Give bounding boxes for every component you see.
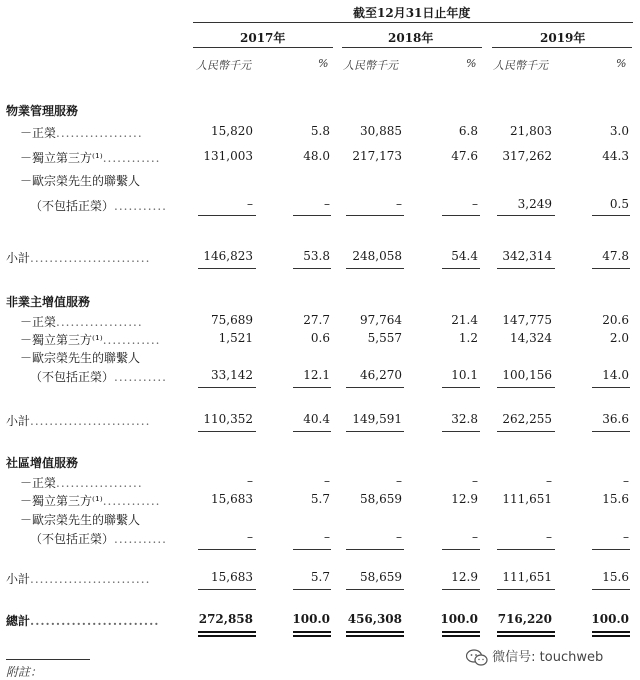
cell: – xyxy=(623,474,629,488)
cell: 3,249 xyxy=(517,197,552,211)
year-2017: 2017年 xyxy=(240,31,286,45)
cell: – xyxy=(396,197,402,211)
cell: 12.1 xyxy=(303,368,330,382)
row-label: －歐宗榮先生的聯繫人 xyxy=(20,174,141,188)
cell: 53.8 xyxy=(303,249,330,263)
cell: 100.0 xyxy=(292,612,330,626)
unit-pct-2017: % xyxy=(318,57,329,70)
cell: 54.4 xyxy=(451,249,478,263)
cell: 21.4 xyxy=(451,313,478,327)
footnote-label: 附註： xyxy=(6,665,43,679)
row-label: 小計......................... xyxy=(6,251,151,265)
year-2019: 2019年 xyxy=(540,31,586,45)
section-title-property-mgmt: 物業管理服務 xyxy=(6,104,79,118)
cell: 317,262 xyxy=(502,149,552,163)
row-label: 小計......................... xyxy=(6,414,151,428)
cell: 20.6 xyxy=(602,313,629,327)
cell: 15,683 xyxy=(211,492,253,506)
cell: 33,142 xyxy=(211,368,253,382)
row-label: －正榮.................. xyxy=(20,315,143,329)
cell: 2.0 xyxy=(609,331,629,345)
cell: 12.9 xyxy=(451,570,478,584)
cell: – xyxy=(247,530,253,544)
cell: 149,591 xyxy=(352,412,402,426)
cell: 5.8 xyxy=(310,124,330,138)
section-title-community: 社區增值服務 xyxy=(6,456,79,470)
cell: 5.7 xyxy=(310,570,330,584)
watermark-text: 微信号: touchweb xyxy=(492,650,604,665)
cell: – xyxy=(247,197,253,211)
unit-pct-2018: % xyxy=(466,57,477,70)
row-label: （不包括正榮）........... xyxy=(30,199,167,213)
cell: 1,521 xyxy=(218,331,253,345)
row-label: 總計......................... xyxy=(6,614,160,628)
cell: 111,651 xyxy=(502,570,552,584)
period-header: 截至12月31日止年度 xyxy=(353,6,471,20)
cell: 97,764 xyxy=(360,313,402,327)
cell: 36.6 xyxy=(602,412,629,426)
unit-rmb-2019: 人民幣千元 xyxy=(493,59,548,72)
cell: 131,003 xyxy=(203,149,253,163)
cell: – xyxy=(546,530,552,544)
cell: 46,270 xyxy=(360,368,402,382)
cell: 75,689 xyxy=(211,313,253,327)
row-label: 小計......................... xyxy=(6,572,151,586)
row-label: （不包括正榮）........... xyxy=(30,370,167,384)
cell: – xyxy=(396,474,402,488)
cell: 30,885 xyxy=(360,124,402,138)
unit-rmb-2018: 人民幣千元 xyxy=(343,59,398,72)
cell: 217,173 xyxy=(352,149,402,163)
cell: 14,324 xyxy=(510,331,552,345)
cell: 100,156 xyxy=(502,368,552,382)
row-label: －獨立第三方⁽¹⁾............ xyxy=(20,151,161,165)
cell: 272,858 xyxy=(198,612,253,626)
cell: 14.0 xyxy=(602,368,629,382)
cell: – xyxy=(546,474,552,488)
cell: – xyxy=(324,530,330,544)
cell: 342,314 xyxy=(502,249,552,263)
cell: – xyxy=(472,474,478,488)
wechat-icon xyxy=(466,649,488,667)
row-label: －正榮.................. xyxy=(20,126,143,140)
cell: 47.8 xyxy=(602,249,629,263)
cell: 27.7 xyxy=(303,313,330,327)
cell: – xyxy=(623,530,629,544)
cell: 146,823 xyxy=(203,249,253,263)
cell: – xyxy=(472,197,478,211)
cell: 5,557 xyxy=(367,331,402,345)
cell: 10.1 xyxy=(451,368,478,382)
cell: – xyxy=(396,530,402,544)
row-label: （不包括正榮）........... xyxy=(30,532,167,546)
cell: 1.2 xyxy=(458,331,478,345)
cell: 40.4 xyxy=(303,412,330,426)
cell: 147,775 xyxy=(502,313,552,327)
cell: 262,255 xyxy=(502,412,552,426)
cell: 100.0 xyxy=(440,612,478,626)
cell: 15.6 xyxy=(602,492,629,506)
section-title-non-owner: 非業主增值服務 xyxy=(6,295,91,309)
cell: 248,058 xyxy=(352,249,402,263)
watermark xyxy=(466,646,603,667)
cell: 15,683 xyxy=(211,570,253,584)
cell: 58,659 xyxy=(360,492,402,506)
cell: – xyxy=(324,197,330,211)
cell: 47.6 xyxy=(451,149,478,163)
cell: 0.6 xyxy=(310,331,330,345)
row-label: －獨立第三方⁽¹⁾............ xyxy=(20,494,161,508)
row-label: －歐宗榮先生的聯繫人 xyxy=(20,351,141,365)
cell: 3.0 xyxy=(609,124,629,138)
cell: 12.9 xyxy=(451,492,478,506)
cell: 15,820 xyxy=(211,124,253,138)
cell: 58,659 xyxy=(360,570,402,584)
cell: 110,352 xyxy=(203,412,253,426)
cell: 100.0 xyxy=(591,612,629,626)
unit-rmb-2017: 人民幣千元 xyxy=(196,59,251,72)
cell: – xyxy=(472,530,478,544)
cell: 0.5 xyxy=(609,197,629,211)
cell: 44.3 xyxy=(602,149,629,163)
cell: 5.7 xyxy=(310,492,330,506)
row-label: －歐宗榮先生的聯繫人 xyxy=(20,513,141,527)
cell: 456,308 xyxy=(347,612,402,626)
cell: 15.6 xyxy=(602,570,629,584)
year-2018: 2018年 xyxy=(388,31,434,45)
cell: 21,803 xyxy=(510,124,552,138)
cell: 716,220 xyxy=(497,612,552,626)
cell: 6.8 xyxy=(458,124,478,138)
cell: – xyxy=(324,474,330,488)
row-label: －獨立第三方⁽¹⁾............ xyxy=(20,333,161,347)
cell: 48.0 xyxy=(303,149,330,163)
cell: 32.8 xyxy=(451,412,478,426)
unit-pct-2019: % xyxy=(616,57,627,70)
cell: 111,651 xyxy=(502,492,552,506)
cell: – xyxy=(247,474,253,488)
row-label: －正榮.................. xyxy=(20,476,143,490)
